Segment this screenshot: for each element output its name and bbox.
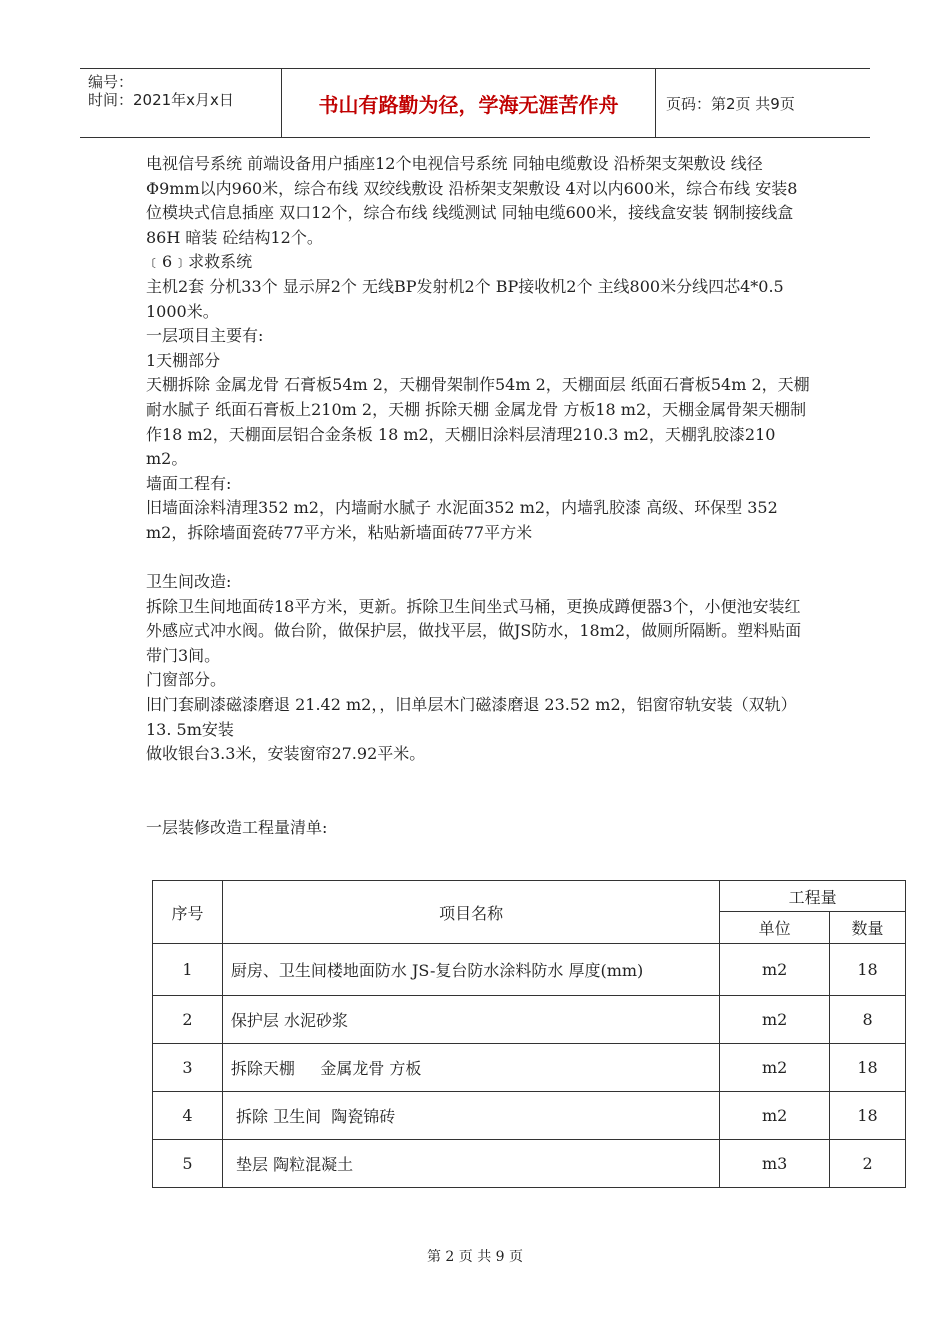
time-label: 时间：2021年x月x日: [88, 91, 234, 109]
row-no: 1: [153, 944, 223, 996]
paragraph: 墙面工程有:: [146, 473, 232, 493]
row-unit: m2: [720, 1092, 830, 1140]
row-name: 拆除 卫生间 陶瓷锦砖: [222, 1092, 719, 1140]
quantity-table: [152, 880, 906, 1188]
paragraph: 拆除卫生间地面砖18平方米，更新。拆除卫生间坐式马桶，更换成蹲便器3个，小便池安装红外感应式冲水阀。做台阶，做保护层，做找平层，做JS防水，18m2，做厕所隔断。塑料贴面 带门3间。: [146, 596, 802, 665]
row-no: 2: [153, 996, 223, 1044]
table-row: [153, 1140, 906, 1188]
paragraph: ﹝6﹞求救系统: [146, 252, 253, 272]
row-unit: m3: [720, 1140, 830, 1188]
table-caption: 一层装修改造工程量清单:: [146, 818, 328, 838]
paragraph: 电视信号系统 前端设备用户插座12个电视信号系统 同轴电缆敷设 沿桥架支架敷设 线径Φ9mm以内960米，综合布线 双绞线敷设 沿桥架支架敷设 4对以内600米，综合布线 安装8位模块式信息插座 双口12个，综合布线 线缆测试 同轴电缆600米，接线盒安装 钢制接线盒86H 暗装 砼结构12个。: [146, 154, 798, 247]
number-label: 编号：: [88, 73, 134, 91]
paragraph: 旧门套刷漆磁漆磨退 21.42 m2，，旧单层木门磁漆磨退 23.52 m2，铝窗帘轨安装（双轨）13. 5m安装: [146, 695, 797, 739]
row-unit: m2: [720, 1044, 830, 1092]
row-no: 3: [153, 1044, 223, 1092]
header-amount: 数量: [830, 912, 906, 944]
blank-line: [146, 767, 812, 792]
body-text: [146, 152, 812, 841]
blank-line: [146, 546, 812, 571]
row-amount: 2: [830, 1140, 906, 1188]
paragraph: 主机2套 分机33个 显示屏2个 无线BP发射机2个 BP接收机2个 主线800米分线四芯4*0.5 1000米。: [146, 276, 784, 321]
table-row: [153, 1044, 906, 1092]
row-amount: 18: [830, 1044, 906, 1092]
paragraph: 一层项目主要有:: [146, 326, 264, 346]
page-header: [80, 68, 870, 138]
page-footer: 第 2 页 共 9 页: [426, 1249, 524, 1265]
row-unit: m2: [720, 996, 830, 1044]
header-no: 序号: [153, 881, 223, 944]
row-no: 4: [153, 1092, 223, 1140]
blank-line: [146, 791, 812, 816]
table-row: [153, 1092, 906, 1140]
header-unit: 单位: [720, 912, 830, 944]
row-no: 5: [153, 1140, 223, 1188]
header-page-label: 页码：第2页 共9页: [666, 94, 795, 113]
row-amount: 18: [830, 944, 906, 996]
row-amount: 18: [830, 1092, 906, 1140]
paragraph: 旧墙面涂料清理352 m2，内墙耐水腻子 水泥面352 m2，内墙乳胶漆 高级、环保型 352 m2，拆除墙面瓷砖77平方米，粘贴新墙面砖77平方米: [146, 498, 778, 542]
header-name: 项目名称: [222, 881, 719, 944]
row-unit: m2: [720, 944, 830, 996]
paragraph: 卫生间改造:: [146, 572, 232, 592]
header-qty: 工程量: [720, 881, 906, 912]
table-row: [153, 996, 906, 1044]
paragraph: 做收银台3.3米，安装窗帘27.92平米。: [146, 744, 426, 764]
paragraph: 天棚拆除 金属龙骨 石膏板54m 2，天棚骨架制作54m 2，天棚面层 纸面石膏板54m 2，天棚耐水腻子 纸面石膏板上210m 2，天棚 拆除天棚 金属龙骨 方板18 m2，天棚金属骨架天棚制作18 m2，天棚面层铝合金条板 18 m2，天棚旧涂料层清理210.3 m2，天棚乳胶漆210 m2。: [146, 375, 810, 469]
row-name: 拆除天棚 金属龙骨 方板: [222, 1044, 719, 1092]
header-motto: 书山有路勤为径，学海无涯苦作舟: [282, 69, 656, 137]
row-name: 厨房、卫生间楼地面防水 JS-复台防水涂料防水 厚度(mm): [222, 944, 719, 996]
paragraph: 1天棚部分: [146, 350, 221, 370]
paragraph: 门窗部分。: [146, 670, 227, 690]
row-name: 垫层 陶粒混凝土: [222, 1140, 719, 1188]
table-header-row: [153, 881, 906, 912]
header-meta: [80, 69, 282, 137]
row-amount: 8: [830, 996, 906, 1044]
row-name: 保护层 水泥砂浆: [222, 996, 719, 1044]
table-row: [153, 944, 906, 996]
